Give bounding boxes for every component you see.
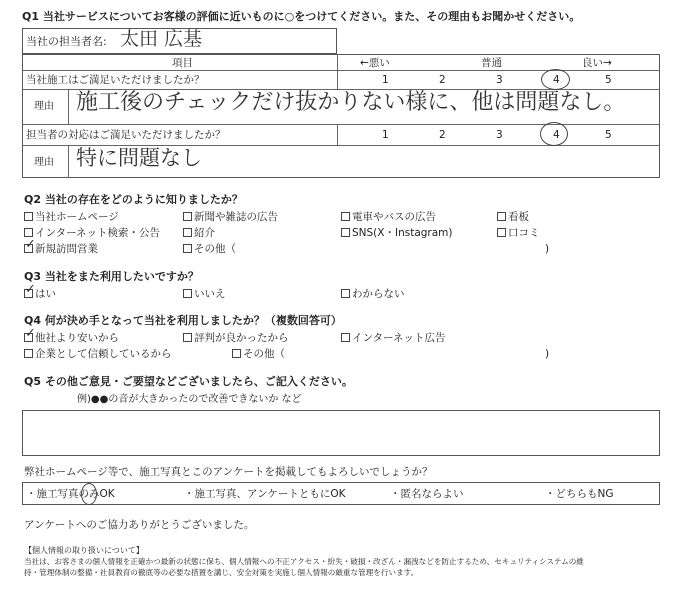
q4-option-other[interactable]: その他（: [232, 349, 285, 360]
publish-option-photo-only[interactable]: ・施工写真のみOK: [26, 488, 115, 500]
header-bad: ←悪い: [360, 57, 390, 69]
q3-title: Q3 当社をまた利用したいですか？: [24, 270, 199, 283]
row2-reason-label: 理由: [34, 157, 54, 168]
checkbox[interactable]: [183, 244, 192, 253]
checkbox[interactable]: [183, 289, 192, 298]
checkbox[interactable]: [183, 212, 192, 221]
row1-reason-label: 理由: [34, 101, 54, 112]
q4-option-trust[interactable]: 企業として信頼しているから: [24, 349, 172, 360]
publish-option-both[interactable]: ・施工写真、アンケートともにOK: [184, 488, 346, 500]
row2-scale-3: 3: [496, 129, 503, 141]
checkbox[interactable]: [24, 349, 33, 358]
row1-reason: 施工後のチェックだけ抜かりない様に、他は問題なし。: [76, 90, 626, 115]
checkbox[interactable]: [341, 289, 350, 298]
publish-option-anonymous[interactable]: ・匿名ならよい: [390, 488, 464, 500]
checkbox[interactable]: [497, 228, 506, 237]
q2-close-paren: ): [545, 243, 550, 255]
q2-option-word-of-mouth[interactable]: 口コミ: [497, 228, 540, 239]
q4-option-internet-ad[interactable]: インターネット広告: [341, 333, 446, 344]
checkmark-icon: ✓: [25, 326, 36, 341]
checkbox[interactable]: [232, 349, 241, 358]
checkbox[interactable]: [341, 212, 350, 221]
privacy-title: 【個人情報の取り扱いについて】: [24, 546, 144, 555]
q2-option-other[interactable]: その他（: [183, 244, 236, 255]
publish-option-none[interactable]: ・どちらもNG: [545, 488, 614, 500]
q2-option-newspaper[interactable]: 新聞や雑誌の広告: [183, 212, 278, 223]
q2-option-signboard[interactable]: 看板: [497, 212, 529, 223]
row1-scale-4: 4: [553, 74, 560, 86]
q2-option-sns[interactable]: SNS(X・Instagram): [341, 228, 453, 239]
checkbox[interactable]: [24, 228, 33, 237]
row2-scale-2: 2: [439, 129, 446, 141]
publish-selected-circle: [81, 483, 97, 505]
q2-option-train-bus[interactable]: 電車やバスの広告: [341, 212, 436, 223]
q4-option-reputation[interactable]: 評判が良かったから: [183, 333, 289, 344]
row1-scale-1: 1: [382, 74, 389, 86]
q2-option-visit-sales[interactable]: 新規訪問営業: [24, 244, 98, 255]
q3-option-yes[interactable]: はい: [24, 289, 56, 300]
row2-selected-circle: [540, 122, 568, 146]
row2-reason: 特に問題なし: [76, 146, 202, 170]
q5-title: Q5 その他ご意見・ご要望などございましたら、ご記入ください。: [24, 375, 353, 388]
staff-label: 当社の担当者名:: [26, 35, 107, 48]
q2-title: Q2 当社の存在をどのように知りましたか？: [24, 193, 243, 206]
header-item: 項目: [172, 57, 193, 69]
row2-scale-1: 1: [382, 129, 389, 141]
q3-option-unsure[interactable]: わからない: [341, 289, 405, 300]
row1-scale-3: 3: [496, 74, 503, 86]
checkbox[interactable]: [24, 212, 33, 221]
checkbox[interactable]: [183, 333, 192, 342]
q3-option-no[interactable]: いいえ: [183, 289, 226, 300]
row2-scale-5: 5: [605, 129, 612, 141]
row1-selected-circle: [541, 69, 570, 90]
q5-example: 例)●●の音が大きかったので改善できないか など: [77, 394, 302, 405]
checkbox[interactable]: [183, 228, 192, 237]
q2-option-internet[interactable]: インターネット検索・公告: [24, 228, 160, 239]
header-normal: 普通: [481, 57, 502, 69]
publish-question: 弊社ホームページ等で、施工写真とこのアンケートを掲載してもよろしいでしょうか？: [24, 466, 433, 478]
q2-option-homepage[interactable]: 当社ホームページ: [24, 212, 119, 223]
checkmark-icon: ✓: [25, 282, 36, 297]
q1-title: Q1 当社サービスについてお客様の評価に近いものに○をつけてください。また、その理由もお聞かせください。: [22, 10, 581, 23]
q4-close-paren: ): [545, 348, 550, 360]
checkbox[interactable]: [341, 228, 350, 237]
row2-scale-4: 4: [553, 129, 560, 141]
checkbox[interactable]: [497, 212, 506, 221]
privacy-line-2: 持・管理体制の整備・社員教育の徹底等の必要な措置を講じ、安全対策を実施し個人情報の厳重な管理を行います。: [24, 568, 419, 577]
thanks-message: アンケートへのご協力ありがとうございました。: [24, 519, 255, 531]
staff-name: 太田 広基: [120, 28, 203, 50]
checkmark-icon: ✓: [25, 237, 36, 252]
row2-question: 担当者の対応はご満足いただけましたか？: [26, 129, 226, 141]
header-good: 良い→: [582, 57, 612, 69]
q4-title: Q4 何が決め手となって当社を利用しましたか？（複数回答可）: [24, 314, 342, 327]
q5-answer-box[interactable]: [22, 410, 660, 456]
q4-option-cheaper[interactable]: 他社より安いから: [24, 333, 119, 344]
checkbox[interactable]: [341, 333, 350, 342]
row1-question: 当社施工はご満足いただけましたか？: [26, 74, 205, 86]
row1-scale-2: 2: [439, 74, 446, 86]
privacy-line-1: 当社は、お客さまの個人情報を正確かつ最新の状態に保ち、個人情報への不正アクセス・紛失・破損・改ざん・漏洩などを防止するため、セキュリティシステムの維: [24, 557, 584, 566]
q2-option-referral[interactable]: 紹介: [183, 228, 215, 239]
row1-scale-5: 5: [605, 74, 612, 86]
